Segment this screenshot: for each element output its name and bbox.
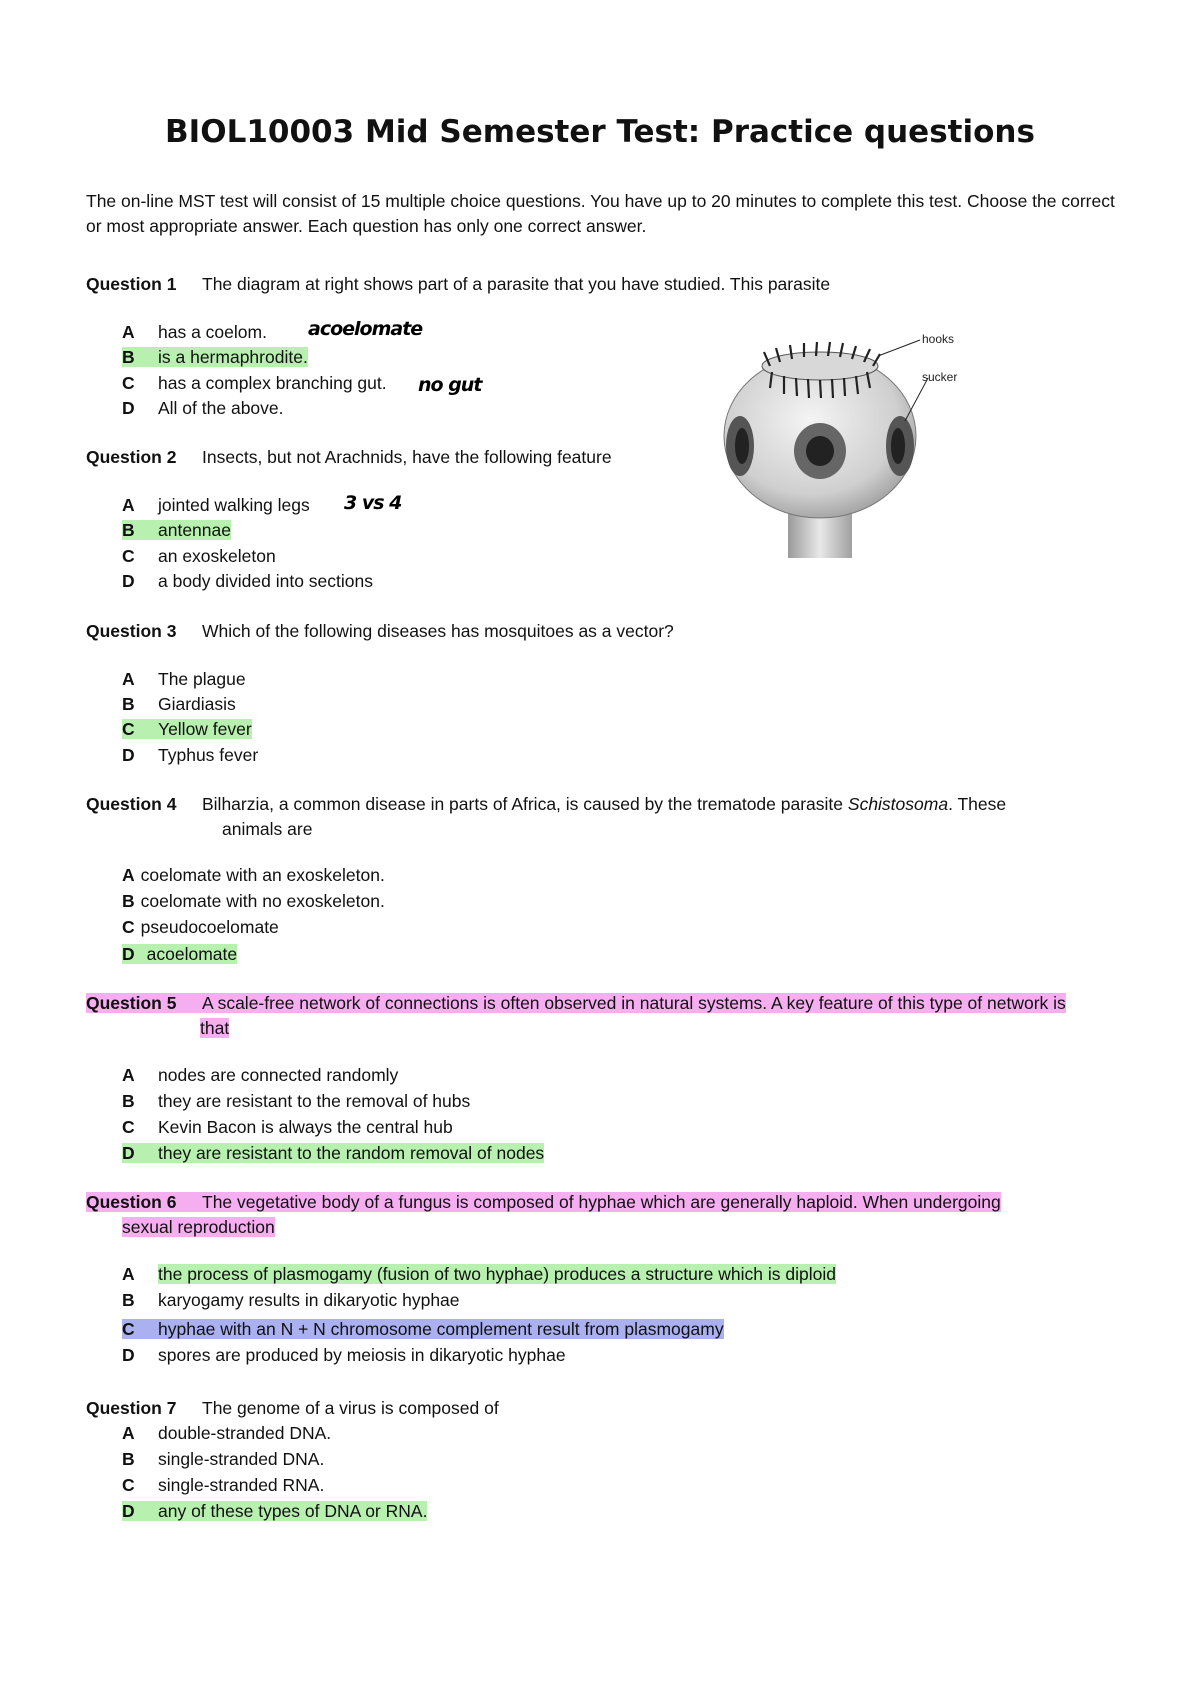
q4-option-c[interactable]: [122, 915, 279, 940]
q3-option-a[interactable]: [122, 667, 246, 692]
q3-option-c[interactable]: [122, 717, 252, 742]
option-letter: C: [122, 1475, 135, 1495]
q4-option-d[interactable]: [122, 942, 237, 967]
option-letter: B: [122, 1290, 135, 1310]
handwritten-note-no-gut: no gut: [418, 374, 482, 396]
option-text: has a coelom.: [158, 322, 267, 342]
option-text: they are resistant to the removal of hubs: [158, 1091, 471, 1111]
option-letter: D: [122, 944, 135, 964]
question-text: Bilharzia, a common disease in parts of Africa, is caused by the trematode parasite: [202, 794, 848, 814]
q5-option-c[interactable]: [122, 1115, 453, 1140]
option-letter: D: [122, 1345, 135, 1365]
question-text: The vegetative body of a fungus is composed of hyphae which are generally haploid. When undergoing: [202, 1192, 1001, 1212]
option-text: pseudocoelomate: [140, 917, 279, 937]
q5-option-a[interactable]: [122, 1063, 398, 1088]
option-text: Kevin Bacon is always the central hub: [158, 1117, 453, 1137]
option-letter: A: [122, 1423, 135, 1443]
option-text: coelomate with an exoskeleton.: [140, 865, 385, 885]
q2-option-a[interactable]: [122, 493, 310, 518]
option-text: hyphae with an N + N chromosome complement result from plasmogamy: [158, 1319, 724, 1339]
question-label: Question 5: [86, 993, 177, 1013]
parasite-scolex-diagram: [700, 326, 1020, 558]
q2-option-b[interactable]: [122, 518, 231, 543]
option-text: jointed walking legs: [158, 495, 310, 515]
q3-option-b[interactable]: [122, 692, 236, 717]
option-text: they are resistant to the random removal of nodes: [158, 1143, 545, 1163]
question-text-end: . These: [948, 794, 1007, 814]
option-letter: B: [122, 347, 135, 367]
handwritten-note-3-vs-4: 3 vs 4: [344, 492, 402, 514]
option-text: single-stranded RNA.: [158, 1475, 325, 1495]
q6-option-b[interactable]: [122, 1288, 460, 1313]
q3-option-d[interactable]: [122, 743, 258, 768]
option-letter: C: [122, 546, 135, 566]
option-letter: A: [122, 865, 135, 885]
q4-option-b[interactable]: [122, 889, 385, 914]
option-text: Giardiasis: [158, 694, 236, 714]
option-letter: A: [122, 1065, 135, 1085]
option-letter: C: [122, 917, 135, 937]
option-letter: C: [122, 373, 135, 393]
question-label: Question 7: [86, 1398, 177, 1418]
question-7: [86, 1396, 499, 1421]
q1-option-c[interactable]: [122, 371, 387, 396]
option-text: The plague: [158, 669, 246, 689]
q6-option-a[interactable]: [122, 1262, 836, 1287]
q1-option-b[interactable]: [122, 345, 308, 370]
option-text: spores are produced by meiosis in dikaryotic hyphae: [158, 1345, 566, 1365]
question-6: [86, 1190, 1001, 1215]
option-text: Typhus fever: [158, 745, 259, 765]
option-text: the process of plasmogamy (fusion of two hyphae) produces a structure which is diploid: [158, 1264, 836, 1284]
option-text: nodes are connected randomly: [158, 1065, 399, 1085]
option-text: single-stranded DNA.: [158, 1449, 325, 1469]
q1-option-a[interactable]: [122, 320, 267, 345]
option-letter: B: [122, 1449, 135, 1469]
option-letter: D: [122, 1143, 135, 1163]
question-text: The genome of a virus is composed of: [202, 1398, 499, 1418]
option-text: antennae: [158, 520, 231, 540]
option-text: any of these types of DNA or RNA.: [158, 1501, 428, 1521]
option-text: an exoskeleton: [158, 546, 276, 566]
option-text: All of the above.: [158, 398, 284, 418]
option-letter: D: [122, 1501, 135, 1521]
option-text: Yellow fever: [158, 719, 252, 739]
question-text: Insects, but not Arachnids, have the following feature: [202, 447, 612, 467]
question-2: [86, 445, 612, 470]
question-text-line2: that: [200, 1018, 230, 1038]
option-letter: A: [122, 1264, 135, 1284]
question-3: [86, 619, 674, 644]
label-hooks: hooks: [922, 332, 955, 346]
question-text: A scale-free network of connections is often observed in natural systems. A key feature of this type of network is: [202, 993, 1066, 1013]
option-text: a body divided into sections: [158, 571, 373, 591]
option-letter: C: [122, 1319, 135, 1339]
option-letter: B: [122, 1091, 135, 1111]
q6-option-c[interactable]: [122, 1317, 724, 1342]
option-letter: D: [122, 571, 135, 591]
q2-option-c[interactable]: [122, 544, 276, 569]
option-letter: B: [122, 694, 135, 714]
question-text-line2: sexual reproduction: [122, 1217, 275, 1237]
q5-option-b[interactable]: [122, 1089, 470, 1114]
option-letter: D: [122, 398, 135, 418]
q2-option-d[interactable]: [122, 569, 373, 594]
option-letter: D: [122, 745, 135, 765]
q4-option-a[interactable]: [122, 863, 385, 888]
question-label: Question 3: [86, 621, 177, 641]
label-sucker: sucker: [922, 370, 958, 384]
q6-option-d[interactable]: [122, 1343, 566, 1368]
q7-option-b[interactable]: [122, 1447, 324, 1472]
option-letter: B: [122, 520, 135, 540]
option-text: is a hermaphrodite.: [158, 347, 308, 367]
question-5-line2: [200, 1016, 229, 1041]
q7-option-d[interactable]: [122, 1499, 427, 1524]
handwritten-note-acoelomate: acoelomate: [308, 318, 423, 340]
intro-paragraph: The on-line MST test will consist of 15 multiple choice questions. You have up to 20 minutes to complete this test. Choose the correct or most appropriate answer. Each question has only one correct answer.: [86, 191, 1115, 236]
question-5: [86, 991, 1116, 1016]
question-text-italic: Schistosoma: [847, 794, 949, 814]
question-label: Question 6: [86, 1192, 177, 1212]
question-6-line2: [122, 1215, 275, 1240]
option-text: karyogamy results in dikaryotic hyphae: [158, 1290, 460, 1310]
option-text: double-stranded DNA.: [158, 1423, 332, 1443]
question-1: [86, 272, 830, 297]
question-text: The diagram at right shows part of a parasite that you have studied. This parasite: [202, 274, 831, 294]
question-text: Which of the following diseases has mosquitoes as a vector?: [202, 621, 674, 641]
question-4-line2: animals are: [222, 819, 313, 839]
option-text: has a complex branching gut.: [158, 373, 387, 393]
option-letter: A: [122, 495, 135, 515]
q7-option-a[interactable]: [122, 1421, 331, 1446]
page-title: BIOL10003 Mid Semester Test: Practice questions: [165, 114, 1035, 150]
question-label: Question 2: [86, 447, 177, 467]
option-letter: B: [122, 891, 135, 911]
option-text: acoelomate: [146, 944, 238, 964]
option-text: coelomate with no exoskeleton.: [140, 891, 385, 911]
option-letter: C: [122, 719, 135, 739]
q1-option-d[interactable]: [122, 396, 284, 421]
q5-option-d[interactable]: [122, 1141, 544, 1166]
q7-option-c[interactable]: [122, 1473, 324, 1498]
option-letter: C: [122, 1117, 135, 1137]
option-letter: A: [122, 669, 135, 689]
question-4: [86, 792, 1116, 817]
question-label: Question 4: [86, 794, 177, 814]
option-letter: A: [122, 322, 135, 342]
question-label: Question 1: [86, 274, 177, 294]
